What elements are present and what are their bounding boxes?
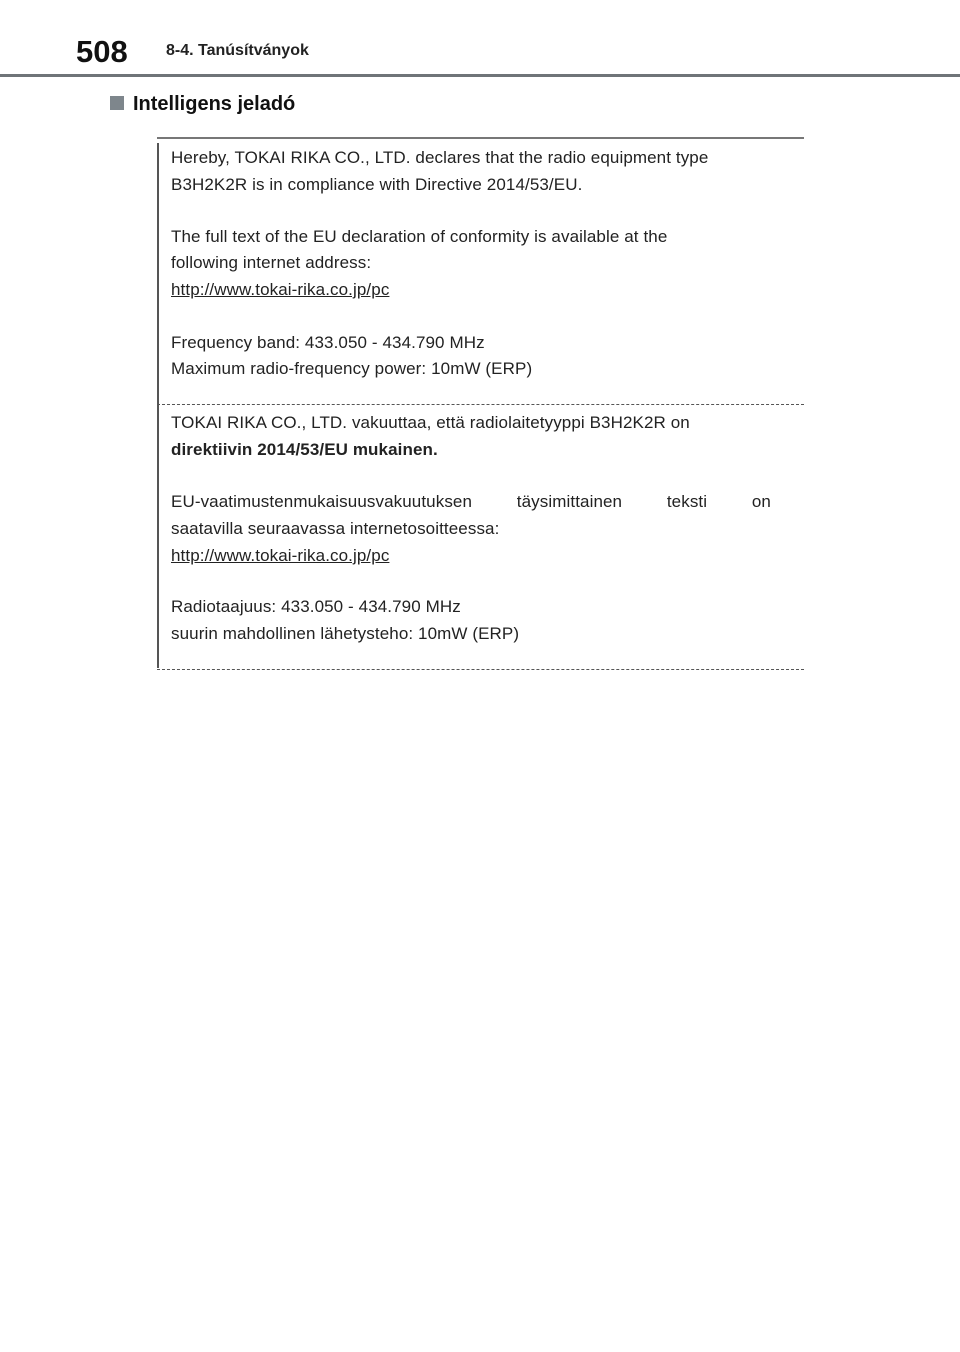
en-max-power: Maximum radio-frequency power: 10mW (ERP) bbox=[171, 359, 533, 378]
fi-frequency-band: Radiotaajuus: 433.050 - 434.790 MHz bbox=[171, 597, 461, 616]
fi-declaration-line-1: TOKAI RIKA CO., LTD. vakuuttaa, että radiolaitetyyppi B3H2K2R on bbox=[171, 413, 690, 432]
fi-availability-word: on bbox=[751, 492, 771, 511]
en-declaration-line-2: B3H2K2R is in compliance with Directive 2014/53/EU. bbox=[171, 175, 583, 194]
fi-availability-line-1 bbox=[171, 491, 771, 513]
page-number: 508 bbox=[76, 34, 128, 69]
en-availability-line-2: following internet address: bbox=[171, 253, 372, 272]
fi-max-power: suurin mahdollinen lähetysteho: 10mW (ERP) bbox=[171, 624, 520, 643]
box-top-border bbox=[157, 137, 804, 139]
en-availability-line-1: The full text of the EU declaration of conformity is available at the bbox=[171, 227, 668, 246]
en-declaration-url[interactable]: http://www.tokai-rika.co.jp/pc bbox=[171, 280, 390, 299]
section-title: Intelligens jeladó bbox=[133, 93, 296, 115]
fi-availability-word: EU-vaatimustenmukaisuusvakuutuksen bbox=[171, 492, 473, 511]
fi-declaration-url[interactable]: http://www.tokai-rika.co.jp/pc bbox=[171, 546, 390, 565]
square-bullet-icon bbox=[110, 96, 124, 110]
fi-availability-word: täysimittainen bbox=[516, 492, 623, 511]
section-divider bbox=[157, 404, 804, 405]
fi-availability-line-2: saatavilla seuraavassa internetosoitteessa: bbox=[171, 519, 500, 538]
en-declaration-line-1: Hereby, TOKAI RIKA CO., LTD. declares that the radio equipment type bbox=[171, 148, 709, 167]
header-divider bbox=[0, 74, 960, 77]
en-frequency-band: Frequency band: 433.050 - 434.790 MHz bbox=[171, 333, 485, 352]
box-left-border bbox=[157, 143, 159, 668]
page-header bbox=[0, 0, 960, 80]
box-bottom-border bbox=[157, 669, 804, 670]
chapter-title: 8-4. Tanúsítványok bbox=[166, 42, 309, 59]
declaration-box bbox=[157, 137, 804, 674]
fi-declaration-line-2: direktiivin 2014/53/EU mukainen. bbox=[171, 440, 438, 459]
fi-availability-word: teksti bbox=[666, 492, 708, 511]
